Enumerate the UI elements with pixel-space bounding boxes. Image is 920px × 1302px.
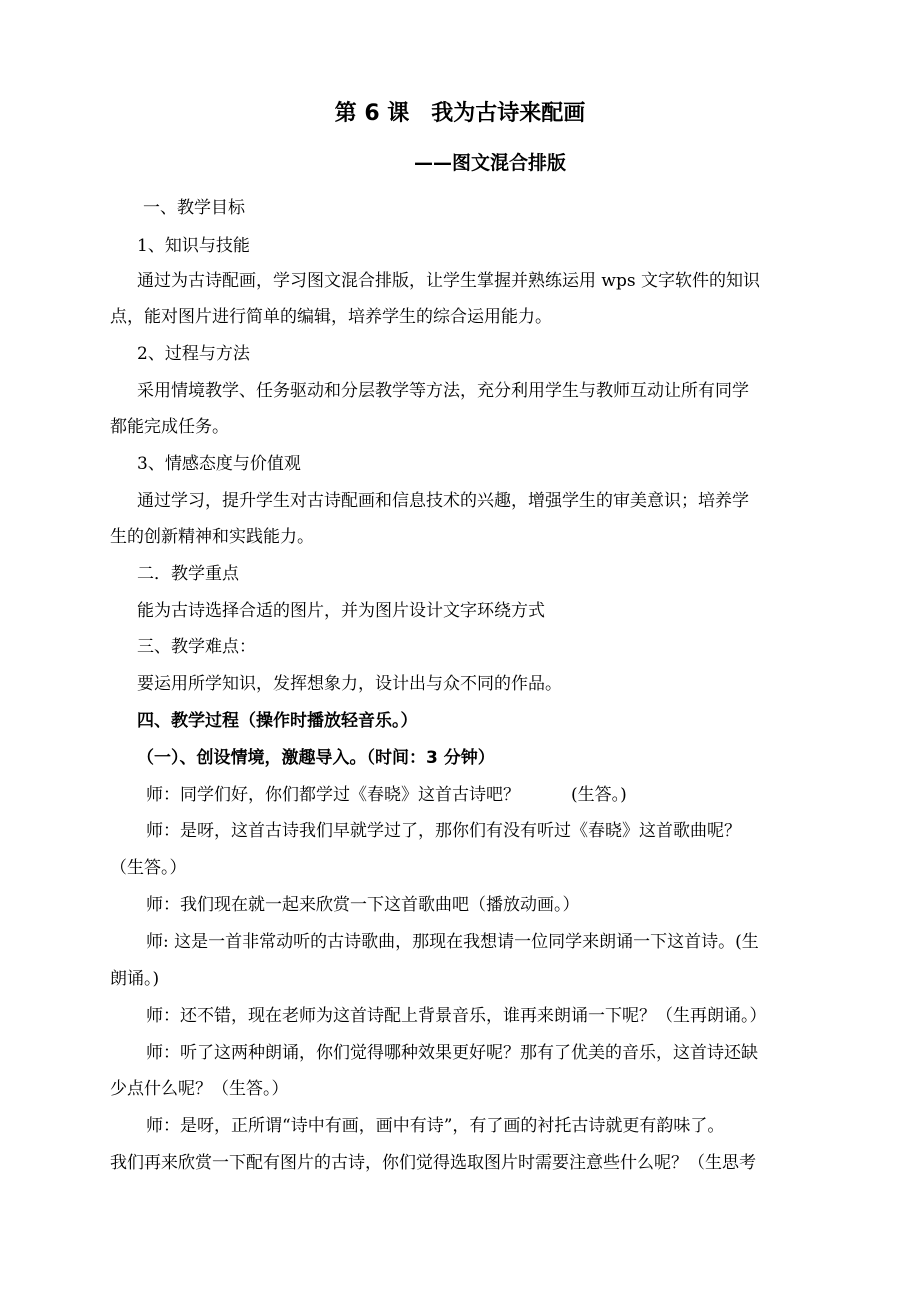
document-subtitle: ——图文混合排版 <box>413 152 566 174</box>
heading-teaching-process: 四、教学过程（操作时播放轻音乐。） <box>137 711 418 731</box>
document-title: 第 6 课 我为古诗来配画 <box>334 101 586 126</box>
subheading-intro: （一）、创设情境，激趣导入。（时间：3 分钟） <box>137 748 495 768</box>
dialogue-line: 师：还不错，现在老师为这首诗配上背景音乐，谁再来朗诵一下呢？（生再朗诵。） <box>146 1006 767 1026</box>
dialogue-line: 少点什么呢？（生答。） <box>110 1079 289 1099</box>
dialogue-line: （生答。） <box>110 858 187 878</box>
paragraph-line: 采用情境教学、任务驱动和分层教学等方法，充分利用学生与教师互动让所有同学 <box>137 381 749 401</box>
dialogue-line: 师: 这是一首非常动听的古诗歌曲，那现在我想请一位同学来朗诵一下这首诗。(生 <box>146 932 759 952</box>
dialogue-line: 师：听了这两种朗诵，你们觉得哪种效果更好呢？那有了优美的音乐，这首诗还缺 <box>146 1043 758 1063</box>
subheading-process: 2、过程与方法 <box>137 344 250 364</box>
heading-key-points: 二．教学重点 <box>137 564 239 584</box>
paragraph-line: 点，能对图片进行简单的编辑，培养学生的综合运用能力。 <box>110 307 552 327</box>
dialogue-line: 师：同学们好，你们都学过《春晓》这首古诗吧？ (生答。) <box>146 785 627 805</box>
paragraph-line: 能为古诗选择合适的图片，并为图片设计文字环绕方式 <box>137 601 545 621</box>
dialogue-line: 朗诵。) <box>110 969 160 989</box>
dialogue-line: 师：我们现在就一起来欣赏一下这首歌曲吧（播放动画。） <box>146 895 580 915</box>
dialogue-line: 师：是呀，这首古诗我们早就学过了，那你们有没有听过《春晓》这首歌曲呢？ <box>146 821 741 841</box>
heading-difficulties: 三、教学难点： <box>137 637 256 657</box>
paragraph-line: 要运用所学知识，发挥想象力，设计出与众不同的作品。 <box>137 674 562 694</box>
heading-objectives: 一、教学目标 <box>143 198 245 218</box>
paragraph-line: 生的创新精神和实践能力。 <box>110 527 314 547</box>
subheading-knowledge: 1、知识与技能 <box>137 236 250 256</box>
dialogue-line: 师：是呀，正所谓“诗中有画，画中有诗”，有了画的衬托古诗就更有韵味了。 <box>146 1116 725 1136</box>
dialogue-line: 我们再来欣赏一下配有图片的古诗，你们觉得选取图片时需要注意些什么呢？（生思考 <box>110 1153 756 1173</box>
paragraph-line: 都能完成任务。 <box>110 417 229 437</box>
subheading-attitude: 3、情感态度与价值观 <box>137 454 301 474</box>
paragraph-line: 通过学习，提升学生对古诗配画和信息技术的兴趣，增强学生的审美意识；培养学 <box>137 491 749 511</box>
paragraph-line: 通过为古诗配画，学习图文混合排版，让学生掌握并熟练运用 wps 文字软件的知识 <box>137 271 760 291</box>
